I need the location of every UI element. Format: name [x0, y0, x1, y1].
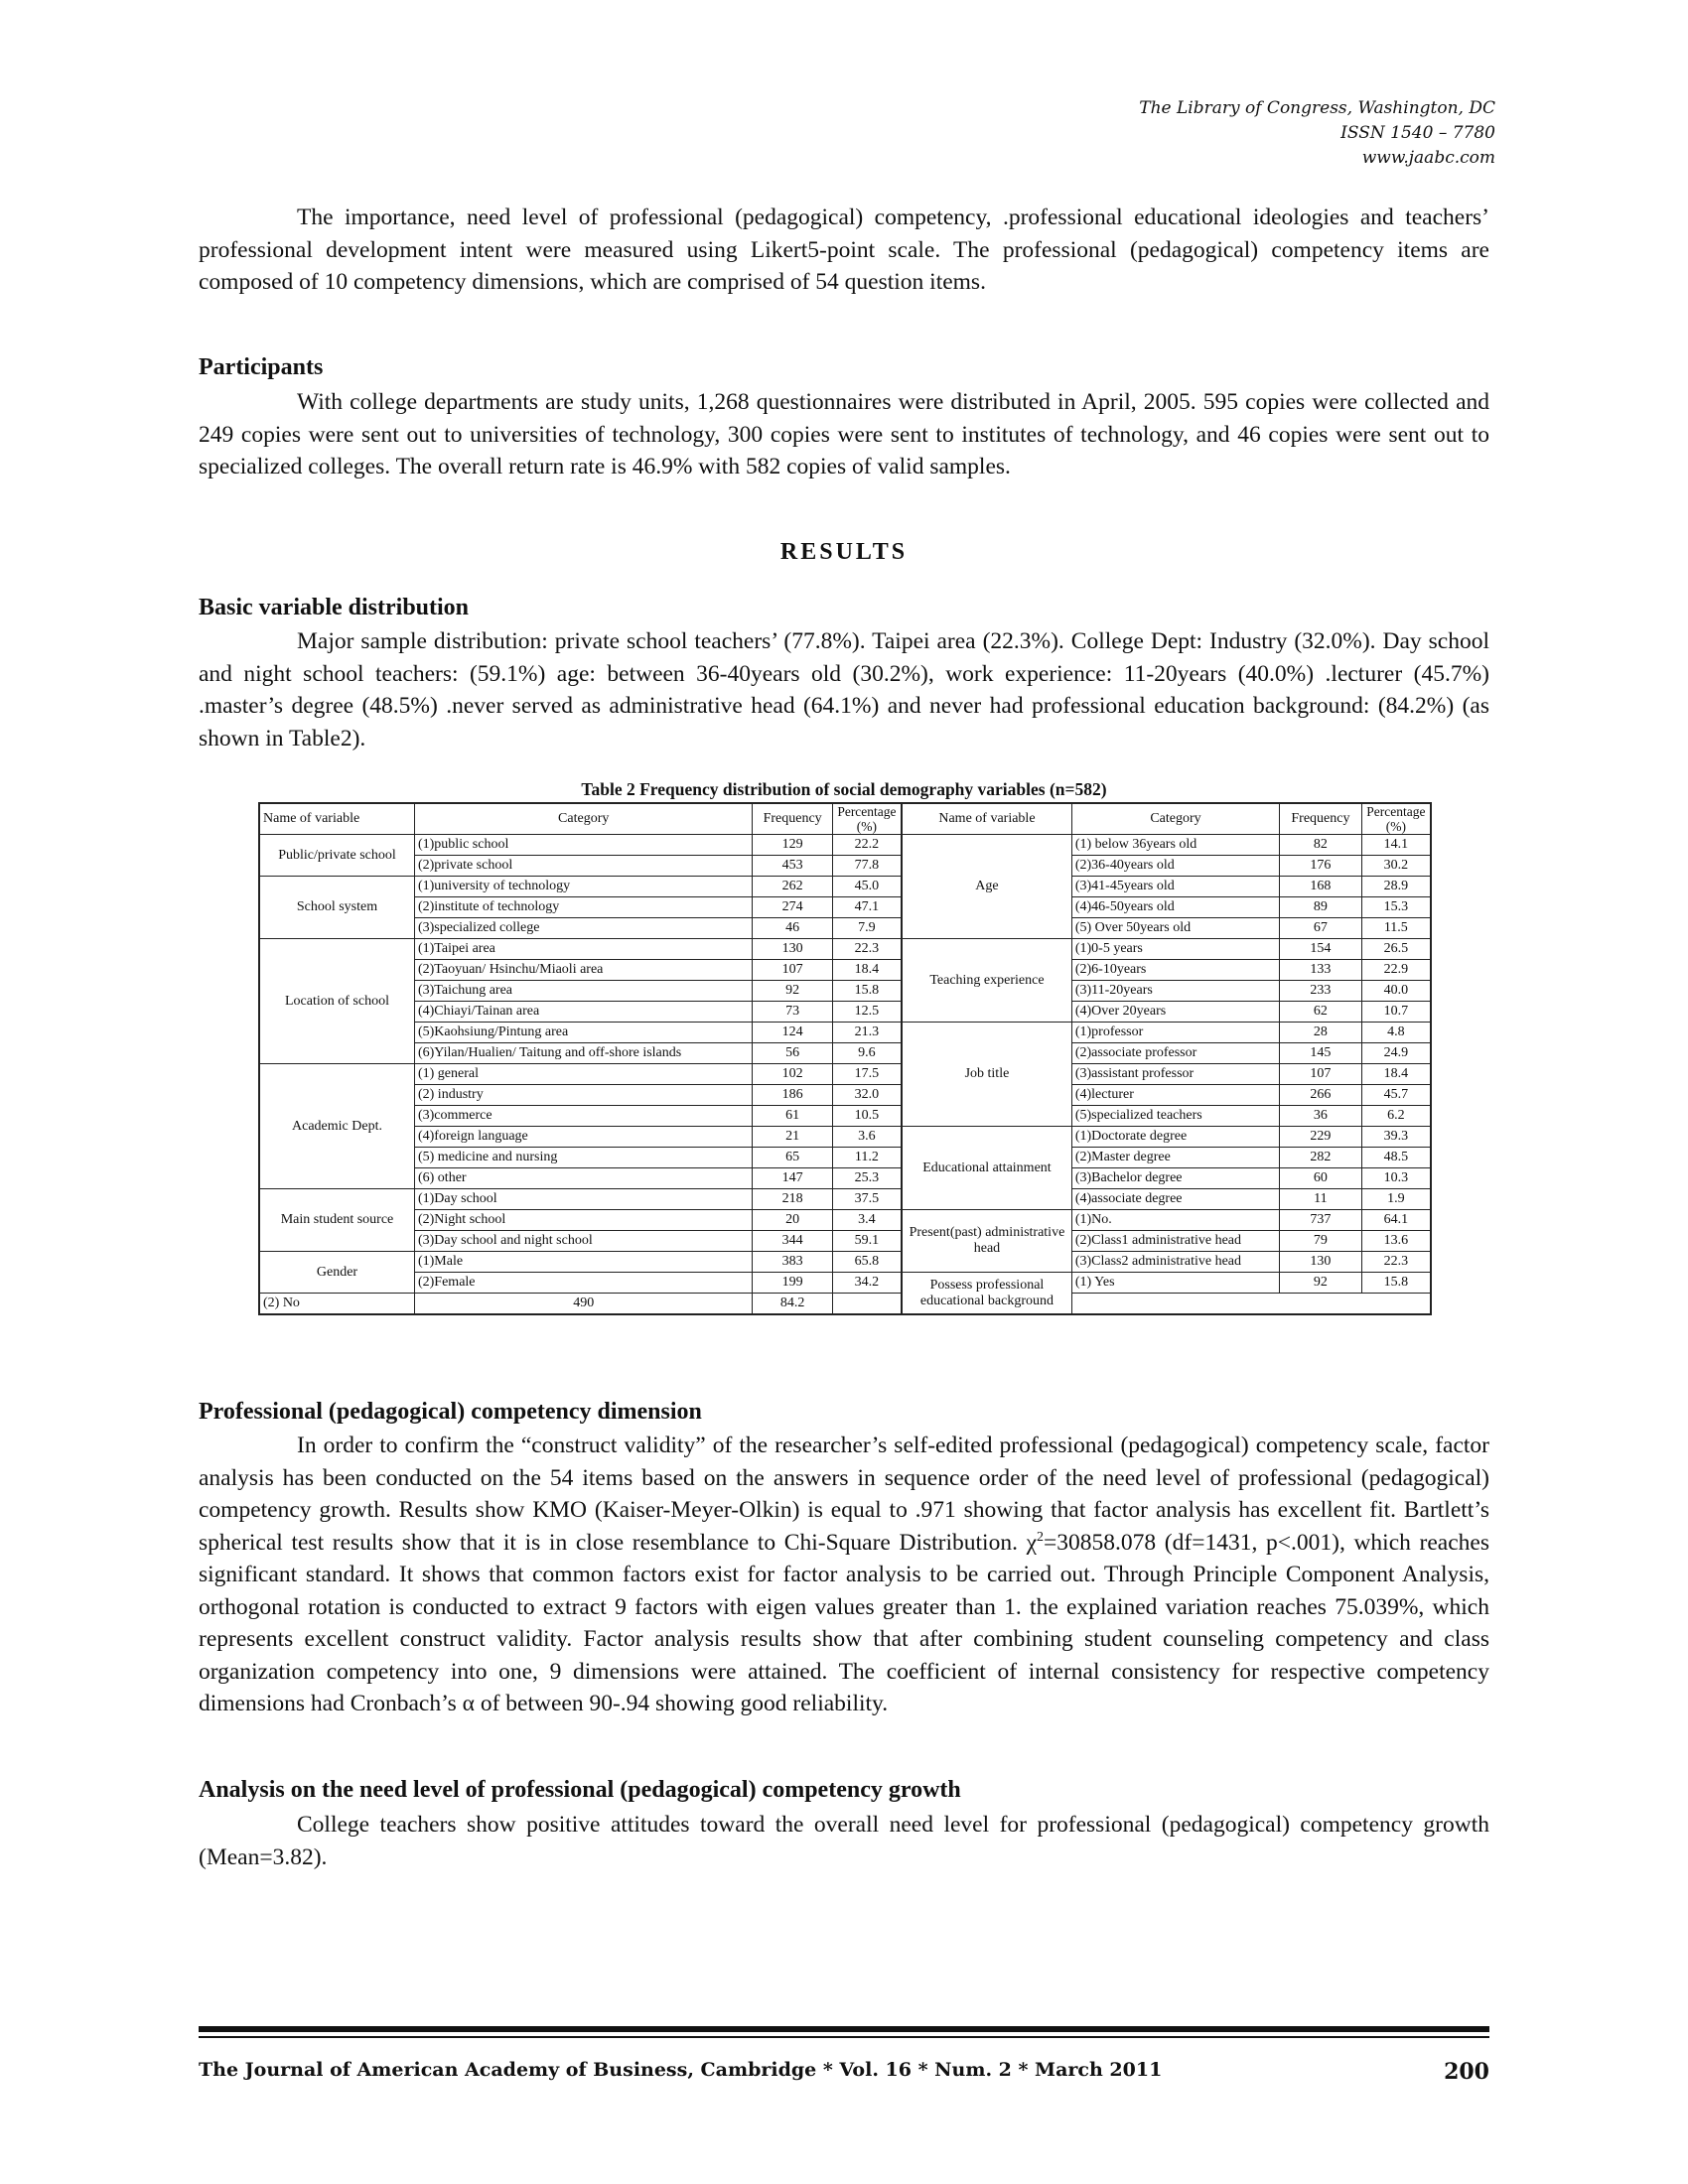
category-cell: (4)46-50years old [1071, 897, 1279, 918]
table-row [259, 897, 1431, 918]
category-cell: (2) industry [414, 1085, 752, 1106]
category-cell: (2)Taoyuan/ Hsinchu/Miaoli area [414, 960, 752, 981]
frequency-cell: 130 [1280, 1252, 1361, 1273]
header-category-right: Category [1071, 803, 1279, 835]
category-cell: (2)Class1 administrative head [1071, 1231, 1279, 1252]
participants-paragraph [199, 386, 1489, 483]
frequency-cell: 274 [753, 897, 832, 918]
frequency-cell: 130 [753, 939, 832, 960]
frequency-cell: 229 [1280, 1127, 1361, 1148]
category-cell: (3)commerce [414, 1106, 752, 1127]
category-cell: (2)36-40years old [1071, 856, 1279, 877]
frequency-cell: 218 [753, 1189, 832, 1210]
category-cell: (1)professor [1071, 1023, 1279, 1043]
frequency-cell: 344 [753, 1231, 832, 1252]
frequency-cell: 61 [753, 1106, 832, 1127]
table-row [259, 1127, 1431, 1148]
category-cell: (1)Doctorate degree [1071, 1127, 1279, 1148]
variable-name-cell: Public/private school [259, 835, 414, 877]
frequency-cell: 92 [1280, 1273, 1361, 1294]
frequency-cell: 383 [753, 1252, 832, 1273]
footer-rule-thin [199, 2036, 1489, 2038]
table-row [259, 1189, 1431, 1210]
frequency-cell: 176 [1280, 856, 1361, 877]
variable-name-cell: Location of school [259, 939, 414, 1064]
percentage-cell: 48.5 [1361, 1148, 1431, 1168]
participants-heading: Participants [199, 354, 324, 380]
percentage-cell: 26.5 [1361, 939, 1431, 960]
table-header-row [259, 803, 1431, 835]
variable-name-cell: Gender [259, 1252, 414, 1294]
page-number: 200 [1444, 2059, 1489, 2085]
competency-heading: Professional (pedagogical) competency dimension [199, 1399, 702, 1425]
running-header [1139, 96, 1495, 171]
frequency-cell: 65 [753, 1148, 832, 1168]
percentage-cell: 28.9 [1361, 877, 1431, 897]
category-cell: (4)lecturer [1071, 1085, 1279, 1106]
category-cell: (2)private school [414, 856, 752, 877]
category-cell: (4)foreign language [414, 1127, 752, 1148]
chi-square-superscript: 2 [1037, 1529, 1045, 1545]
table-row [259, 1023, 1431, 1043]
category-cell: (4)associate degree [1071, 1189, 1279, 1210]
category-cell: (4)Over 20years [1071, 1002, 1279, 1023]
percentage-cell: 24.9 [1361, 1043, 1431, 1064]
category-cell: (2) No [259, 1294, 414, 1315]
percentage-cell: 17.5 [832, 1064, 902, 1085]
percentage-cell: 64.1 [1361, 1210, 1431, 1231]
table-caption: Table 2 Frequency distribution of social demography variables (n=582) [581, 779, 1107, 799]
frequency-cell: 186 [753, 1085, 832, 1106]
frequency-cell: 89 [1280, 897, 1361, 918]
percentage-cell: 9.6 [832, 1043, 902, 1064]
frequency-cell: 107 [1280, 1064, 1361, 1085]
category-cell: (5)specialized teachers [1071, 1106, 1279, 1127]
frequency-cell: 107 [753, 960, 832, 981]
variable-name-cell: Age [902, 835, 1071, 939]
category-cell: (3)assistant professor [1071, 1064, 1279, 1085]
variable-name-cell: Job title [902, 1023, 1071, 1127]
frequency-cell: 453 [753, 856, 832, 877]
header-percentage: Percentage (%) [832, 803, 902, 835]
need-heading: Analysis on the need level of professional (pedagogical) competency growth [199, 1777, 961, 1803]
basic-heading: Basic variable distribution [199, 595, 470, 620]
header-name-right: Name of variable [902, 803, 1071, 835]
category-cell: (1) Yes [1071, 1273, 1279, 1294]
frequency-cell: 102 [753, 1064, 832, 1085]
table-row [259, 1148, 1431, 1168]
header-line-3: www.jaabc.com [1361, 148, 1495, 168]
table-row [259, 1106, 1431, 1127]
need-text: College teachers show positive attitudes toward the overall need level for professional (pedagogical) competency growth (Mean=3.82). [199, 1812, 1489, 1870]
category-cell: (5) Over 50years old [1071, 918, 1279, 939]
basic-text: Major sample distribution: private school teachers’ (77.8%). Taipei area (22.3%). College Dept: Industry (32.0%). Day school and night school teachers: (59.1%) age: between 36-40years old (30.2%), work experience: 11-20years (40.0%) .lecturer (45.7%) .master’s degree (48.5%) .never served as administrative head (64.1%) and never had professional education background: (84.2%) (as shown in Table2). [199, 628, 1489, 751]
percentage-cell: 4.8 [1361, 1023, 1431, 1043]
category-cell: (3)Bachelor degree [1071, 1168, 1279, 1189]
variable-name-cell: Present(past) administrative head [902, 1210, 1071, 1273]
percentage-cell: 7.9 [832, 918, 902, 939]
category-cell: (2)Night school [414, 1210, 752, 1231]
category-cell: (1)university of technology [414, 877, 752, 897]
table-row [259, 1210, 1431, 1231]
category-cell: (4)Chiayi/Tainan area [414, 1002, 752, 1023]
table-row [259, 1231, 1431, 1252]
frequency-cell: 56 [753, 1043, 832, 1064]
header-line-1: The Library of Congress, Washington, DC [1139, 98, 1495, 118]
percentage-cell: 30.2 [1361, 856, 1431, 877]
frequency-cell: 36 [1280, 1106, 1361, 1127]
category-cell: (2)Female [414, 1273, 752, 1294]
percentage-cell: 59.1 [832, 1231, 902, 1252]
category-cell: (1)Taipei area [414, 939, 752, 960]
table-row [259, 1294, 1431, 1315]
demography-table [258, 802, 1432, 1315]
intro-paragraph [199, 202, 1489, 299]
header-category: Category [414, 803, 752, 835]
variable-name-cell: Main student source [259, 1189, 414, 1252]
percentage-cell: 34.2 [832, 1273, 902, 1294]
percentage-cell: 11.5 [1361, 918, 1431, 939]
header-percentage-right: Percentage (%) [1361, 803, 1431, 835]
variable-name-cell: Academic Dept. [259, 1064, 414, 1189]
header-name: Name of variable [259, 803, 414, 835]
frequency-cell: 282 [1280, 1148, 1361, 1168]
category-cell: (6)Yilan/Hualien/ Taitung and off-shore islands [414, 1043, 752, 1064]
percentage-cell: 22.2 [832, 835, 902, 856]
variable-name-cell: School system [259, 877, 414, 939]
category-cell: (5)Kaohsiung/Pintung area [414, 1023, 752, 1043]
category-cell: (1) below 36years old [1071, 835, 1279, 856]
table-row [259, 918, 1431, 939]
header-line-2: ISSN 1540 – 7780 [1340, 123, 1495, 143]
table-row [259, 939, 1431, 960]
percentage-cell: 11.2 [832, 1148, 902, 1168]
percentage-cell: 32.0 [832, 1085, 902, 1106]
percentage-cell: 12.5 [832, 1002, 902, 1023]
footer-rule-thick [199, 2026, 1489, 2032]
percentage-cell: 77.8 [832, 856, 902, 877]
table-row [259, 960, 1431, 981]
percentage-cell: 45.0 [832, 877, 902, 897]
variable-name-cell: Educational attainment [902, 1127, 1071, 1210]
category-cell: (3)Day school and night school [414, 1231, 752, 1252]
frequency-cell: 20 [753, 1210, 832, 1231]
percentage-cell: 10.5 [832, 1106, 902, 1127]
category-cell: (3)41-45years old [1071, 877, 1279, 897]
category-cell: (5) medicine and nursing [414, 1148, 752, 1168]
percentage-cell: 22.9 [1361, 960, 1431, 981]
participants-text: With college departments are study units, 1,268 questionnaires were distributed in April, 2005. 595 copies were collected and 249 copies were sent out to universities of technology, 300 copies were sent to institutes of technology, and 46 copies were sent out to specialized colleges. The overall return rate is 46.9% with 582 copies of valid samples. [199, 389, 1489, 479]
frequency-cell: 129 [753, 835, 832, 856]
table-row [259, 1043, 1431, 1064]
category-cell: (1)Male [414, 1252, 752, 1273]
need-paragraph [199, 1809, 1489, 1873]
percentage-cell: 14.1 [1361, 835, 1431, 856]
frequency-cell: 21 [753, 1127, 832, 1148]
percentage-cell: 13.6 [1361, 1231, 1431, 1252]
percentage-cell: 40.0 [1361, 981, 1431, 1002]
table-row [259, 1273, 1431, 1294]
page-footer [199, 2059, 1489, 2085]
category-cell: (2)6-10years [1071, 960, 1279, 981]
category-cell: (1)public school [414, 835, 752, 856]
competency-text-b: =30858.078 (df=1431, p<.001), which reaches significant standard. It shows that common factors exist for factor analysis to be carried out. Through Principle Component Analysis, orthogonal rotation is conducted to extract 9 factors with eigen values greater than 1. the explained variation reaches 75.039%, which represents excellent construct validity. Factor analysis results show that after combining student counseling competency and class organization competency into one, 9 dimensions were attained. The coefficient of internal consistency for respective competency dimensions had Cronbach’s α of between 90-.94 showing good reliability. [199, 1529, 1489, 1716]
frequency-cell: 67 [1280, 918, 1361, 939]
percentage-cell: 15.3 [1361, 897, 1431, 918]
frequency-cell: 79 [1280, 1231, 1361, 1252]
percentage-cell: 37.5 [832, 1189, 902, 1210]
category-cell: (3)11-20years [1071, 981, 1279, 1002]
frequency-cell: 168 [1280, 877, 1361, 897]
frequency-cell: 199 [753, 1273, 832, 1294]
header-frequency: Frequency [753, 803, 832, 835]
frequency-cell: 73 [753, 1002, 832, 1023]
header-frequency-right: Frequency [1280, 803, 1361, 835]
frequency-cell: 124 [753, 1023, 832, 1043]
table-row [259, 856, 1431, 877]
percentage-cell: 10.7 [1361, 1002, 1431, 1023]
table-row [259, 1002, 1431, 1023]
percentage-cell: 3.4 [832, 1210, 902, 1231]
table-row [259, 1252, 1431, 1273]
category-cell: (2)Master degree [1071, 1148, 1279, 1168]
frequency-cell: 60 [1280, 1168, 1361, 1189]
frequency-cell: 266 [1280, 1085, 1361, 1106]
category-cell: (1) general [414, 1064, 752, 1085]
category-cell: (2)institute of technology [414, 897, 752, 918]
percentage-cell: 15.8 [832, 981, 902, 1002]
percentage-cell: 65.8 [832, 1252, 902, 1273]
frequency-cell: 46 [753, 918, 832, 939]
intro-text: The importance, need level of professional (pedagogical) competency, .professional educational ideologies and teachers’ professional development intent were measured using Likert5-point scale. The professional (pedagogical) competency items are composed of 10 competency dimensions, which are comprised of 54 question items. [199, 205, 1489, 295]
percentage-cell: 18.4 [832, 960, 902, 981]
percentage-cell: 18.4 [1361, 1064, 1431, 1085]
category-cell: (1)Day school [414, 1189, 752, 1210]
footer-journal: The Journal of American Academy of Business, Cambridge * Vol. 16 * Num. 2 * March 2011 [199, 2059, 1163, 2081]
percentage-cell: 47.1 [832, 897, 902, 918]
percentage-cell: 25.3 [832, 1168, 902, 1189]
percentage-cell: 6.2 [1361, 1106, 1431, 1127]
percentage-cell: 22.3 [1361, 1252, 1431, 1273]
variable-name-cell: Possess professional educational background [902, 1273, 1071, 1315]
percentage-cell: 10.3 [1361, 1168, 1431, 1189]
category-cell: (3)specialized college [414, 918, 752, 939]
frequency-cell: 147 [753, 1168, 832, 1189]
category-cell: (2)associate professor [1071, 1043, 1279, 1064]
percentage-cell: 39.3 [1361, 1127, 1431, 1148]
frequency-cell: 11 [1280, 1189, 1361, 1210]
category-cell: (3)Class2 administrative head [1071, 1252, 1279, 1273]
results-heading: RESULTS [779, 539, 909, 565]
percentage-cell: 21.3 [832, 1023, 902, 1043]
frequency-cell: 262 [753, 877, 832, 897]
frequency-cell: 62 [1280, 1002, 1361, 1023]
table-row [259, 981, 1431, 1002]
percentage-cell: 22.3 [832, 939, 902, 960]
percentage-cell: 1.9 [1361, 1189, 1431, 1210]
variable-name-cell: Teaching experience [902, 939, 1071, 1023]
competency-text-a: In order to confirm the “construct validity” of the researcher’s self-edited professional (pedagogical) competency scale, factor analysis has been conducted on the 54 items based on the answers in sequence order of the need level of professional (pedagogical) competency growth. Results show KMO (Kaiser-Meyer-Olkin) is equal to .971 showing that factor analysis has excellent fit. Bartlett’s spherical test results show that it is in close resemblance to Chi-Square Distribution. χ [199, 1433, 1489, 1556]
frequency-cell: 233 [1280, 981, 1361, 1002]
frequency-cell: 82 [1280, 835, 1361, 856]
percentage-cell: 45.7 [1361, 1085, 1431, 1106]
frequency-cell: 92 [753, 981, 832, 1002]
category-cell: (1)No. [1071, 1210, 1279, 1231]
basic-paragraph [199, 625, 1489, 754]
table-row [259, 1064, 1431, 1085]
category-cell: (3)Taichung area [414, 981, 752, 1002]
percentage-cell: 3.6 [832, 1127, 902, 1148]
frequency-cell: 154 [1280, 939, 1361, 960]
category-cell: (1)0-5 years [1071, 939, 1279, 960]
frequency-cell: 145 [1280, 1043, 1361, 1064]
percentage-cell: 15.8 [1361, 1273, 1431, 1294]
frequency-cell: 133 [1280, 960, 1361, 981]
frequency-cell: 28 [1280, 1023, 1361, 1043]
table-row [259, 1168, 1431, 1189]
frequency-cell: 737 [1280, 1210, 1361, 1231]
frequency-cell: 490 [414, 1294, 752, 1315]
percentage-cell: 84.2 [753, 1294, 832, 1315]
table-row [259, 877, 1431, 897]
competency-paragraph [199, 1430, 1489, 1720]
table-row [259, 1085, 1431, 1106]
table-row [259, 835, 1431, 856]
category-cell: (6) other [414, 1168, 752, 1189]
